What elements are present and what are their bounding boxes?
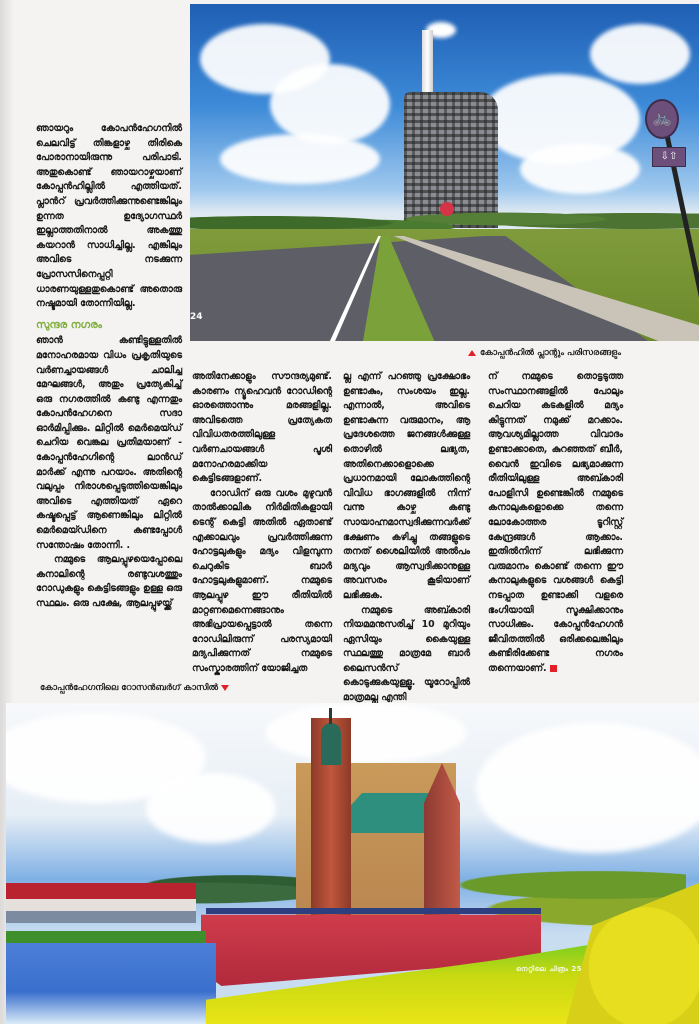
lawn (6, 931, 206, 943)
rosenborg-castle-photo (6, 703, 699, 1024)
paragraph-text: ന് നമ്മുടെ തൊട്ടടുത്ത സംസ്ഥാനങ്ങളിൽ പോലും ചെറിയ കടകളിൽ മദ്യം കിട്ടുന്നത് നമുക്ക് മറക്കാം. ആവശ്യമില്ലാത്ത വിവാദം ഉണ്ടാക്കാതെ, കുറഞ്ഞത് ബീർ, വൈൻ ഇവിടെ ലഭ്യമാക്കുന്ന രീതിയിലുള്ള അബ്കാരി പോളിസി ഉണ്ടെങ്കിൽ നമ്മുടെ കനാലുകളൊക്കെ തന്നെ ലോകോത്തര ടൂറിസ്റ്റ് കേന്ദ്രങ്ങൾ ആക്കാം. ഇതിൽനിന്ന് ലഭിക്കുന്ന വരുമാനം കൊണ്ട് തന്നെ ഈ കനാലുകളുടെ വശങ്ങൾ കെട്ടി നടപ്പാത ഉണ്ടാക്കി വളരെ ഭംഗിയായി സൂക്ഷിക്കാനും സാധിക്കും. കോപ്പൻഹേഗൻ ജീവിതത്തിൽ ഒരിക്കലെങ്കിലും കണ്ടിരിക്കേണ്ട നഗരം തന്നെയാണ്. (488, 371, 623, 674)
article-column-3 (343, 370, 470, 706)
paragraph: റോഡിന് ഒരു വശം മുഴുവൻ താൽക്കാലിക നിർമിതികളായി ടെന്റ് കെട്ടി അതിൽ ഏതാണ്ട് എക്കാലവും പ്രവർത്തിക്കുന്ന ഹോട്ടലുകളും മദ്യം വിളമ്പുന്ന ചെറുകിട ബാർ ഹോട്ടലുകളുമാണ്. നമ്മുടെ ആലപ്പുഴ ഈ രീതിയിൽ മാറ്റണമെന്നെങ്ങാനും അഭിപ്രായപ്പെട്ടാൽ തന്നെ റോഡിലിരുന്ന് പരസ്യമായി മദ്യപിക്കുന്നത് നമ്മുടെ സംസ്കാരത്തിന് യോജിച്ചത (192, 487, 332, 674)
moat-wall-top (206, 908, 541, 914)
top-photo-caption-text: കോപ്പൻഹിൽ പ്ലാന്റും പരിസരങ്ങളും (480, 348, 621, 358)
bottom-photo-caption-text: കോപ്പൻഹേഗനിലെ റോസൻബർഗ് കാസിൽ (40, 683, 219, 693)
cloud (476, 723, 699, 853)
paragraph: ഞാൻ കണ്ടിട്ടുള്ളതിൽ മനോഹരമായ വിധം പ്രകൃതിയുടെ വർണച്ചായങ്ങൾ ചാലിച്ച മേഘങ്ങൾ, അതും പ്രത്യേകിച്ച് ഒരു നഗരത്തിൽ കണ്ടു എന്നതും കോപൻഹേഗനെ സദാ ഓർമിപ്പിക്കും. ലിറ്റിൽ മെർമെയ്ഡ് ചെറിയ വെങ്കല പ്രതിമയാണ് - കോപ്പൻഹേഗിന്റെ ലാൻഡ് മാർക്ക് എന്നു പറയാം. അതിന്റെ വലുപ്പം നിരാശപ്പെടുത്തിയെങ്കിലും അവിടെ എത്തിയത് ഏറെ കഷ്ടപ്പെട്ട് ആണെങ്കിലും ലിറ്റിൽ മെർമെയ്ഡിനെ കണ്ടപ്പോൾ സന്തോഷം തോന്നി. . (36, 335, 182, 551)
top-photo-caption (468, 348, 621, 358)
paragraph: അതിനേക്കാളും സൗന്ദര്യമുണ്ട്. കാരണം ന്യൂഹെവൻ റോഡിന്റെ ഓരത്തൊന്നും മരങ്ങളില്ല. അവിടത്തെ പ്രത്യേകത വിവിധതരത്തിലുള്ള വർണചായങ്ങൾ പൂശി മനോഹരമാക്കിയ കെട്ടിടങ്ങളാണ്. (192, 371, 332, 485)
moat-water (6, 943, 216, 1024)
copenhill-photo (190, 4, 699, 341)
no-entry-sign-icon (440, 202, 454, 216)
caption-pointer-down-icon (221, 685, 229, 691)
section-subheading: സുന്ദര നഗരം (36, 318, 103, 331)
tower-spire (329, 708, 332, 724)
bicycle-sign-icon: 🚲 (645, 99, 679, 139)
article-end-mark-icon (550, 665, 557, 672)
caption-pointer-up-icon (468, 350, 476, 356)
paragraph (488, 370, 623, 676)
article-column-2 (192, 370, 332, 676)
two-way-arrows-sign-icon: ⇩⇧ (652, 147, 686, 167)
paragraph: നമ്മുടെ ആലപ്പുഴയെപ്പോലെ കനാലിന്റെ രണ്ടുവശത്തും റോഡുകളും കെട്ടിടങ്ങളും ഉള്ള ഒരു സ്ഥലം. ഒരു പക്ഷേ, ആലപ്പുഴയ്ക്ക് (36, 554, 182, 609)
cloud (520, 144, 640, 194)
article-column-1 (36, 122, 182, 612)
cloud (590, 24, 690, 84)
cloud (146, 773, 276, 843)
cloud (220, 134, 380, 184)
paragraph: ഞായറും കോപൻഹേഗനിൽ ചെലവിട്ട് തിങ്കളാഴ്ച തിരികെ പോരാനായിരുന്നു പരിപാടി. അതുകൊണ്ട് ഞായറാഴ്ചയാണ് കോപ്പൻഹില്ലിൽ എത്തിയത്. പ്ലാൻറ് പ്രവർത്തിക്കുന്നുണ്ടെങ്കിലും ഉന്നത ഉദ്യോഗസ്ഥർ ഇല്ലാത്തതിനാൽ അകത്തു കയറാൻ സാധിച്ചില്ല. എങ്കിലും അവിടെ നടക്കുന്ന പ്രോസസിനെപ്പറ്റി ധാരണയുള്ളതുകൊണ്ട് അതൊരു നഷ്ടമായി തോന്നിയില്ല. (36, 123, 182, 310)
article-column-4 (488, 370, 623, 676)
paragraph: നമ്മുടെ അബ്കാരി നിയമമനുസരിച്ച് 10 മുറിയും ഏസിയും കൈയുള്ള സ്ഥലത്തു മാത്രമേ ബാർ ലൈസൻസ് കൊടുക്കുകയുള്ളൂ. യൂറോപ്പിൽ മാത്രമല്ല എന്തി (343, 604, 470, 704)
cloud (266, 703, 466, 763)
red-roof-building (6, 883, 196, 923)
paragraph: ല്ല എന്ന് പറഞ്ഞു പ്രക്ഷോഭം ഉണ്ടാകും, സംശയം ഇല്ല. എന്നാൽ, അവിടെ ഉണ്ടാകുന്ന വരുമാനം, ആ പ്രദേശത്തെ ജനങ്ങൾക്കുള്ള തൊഴിൽ ലഭ്യത, അതിനെക്കാളൊക്കെ പ്രധാനമായി ലോകത്തിന്റെ വിവിധ ഭാഗങ്ങളിൽ നിന്ന് വന്നു കാഴ്ച കണ്ടു സായാഹ്നമാസ്വദിക്കുന്നവർക്ക് ഭക്ഷണം കഴിച്ചു തങ്ങളുടെ തനത് ശൈലിയിൽ അൽപം മദ്യവും ആസ്വദിക്കാനുള്ള അവസരം കൂടിയാണ് ലഭിക്കുക. (343, 371, 471, 601)
bottom-photo-caption (40, 683, 229, 693)
page-number: 24 (190, 312, 203, 322)
photo-credit: നെറ്റിലെ ചിത്രം 25 (516, 965, 583, 973)
cloud (270, 64, 390, 144)
tower-cupola (321, 723, 341, 765)
